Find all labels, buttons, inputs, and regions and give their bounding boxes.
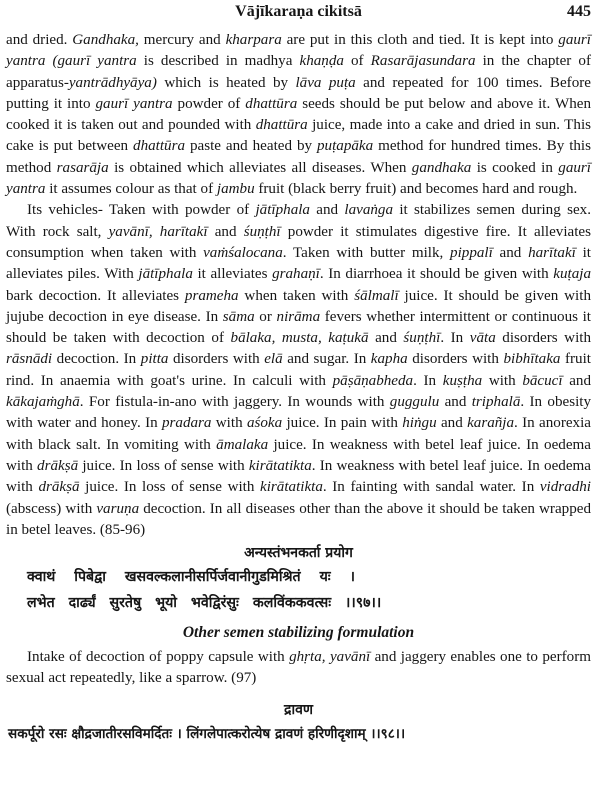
- italic-term: ghṛta, yavānī: [289, 649, 371, 666]
- italic-term: puṭapāka: [316, 138, 374, 155]
- italic-term: bācucī: [522, 372, 563, 389]
- italic-term: gaurī yantra: [95, 95, 173, 112]
- italic-term: āmalaka: [216, 436, 269, 453]
- italic-term: jambu: [216, 181, 255, 198]
- text-run: disorders with: [495, 330, 591, 347]
- italic-term: dhattūra: [133, 138, 186, 155]
- italic-term: gaurī yantra: [6, 159, 591, 198]
- text-run: . For fistula-in-ano with jaggery. In wounds with: [79, 394, 390, 411]
- text-run: in the chapter of apparatus-: [6, 53, 591, 91]
- italic-term: pippalī: [450, 244, 493, 261]
- italic-term: karañja: [467, 415, 515, 432]
- italic-term: khaṇḍa: [299, 53, 344, 70]
- text-run: is cooked in: [471, 159, 559, 176]
- text-run: method for hundred times. By this method: [6, 138, 591, 176]
- text-run: and sugar. In: [282, 351, 371, 368]
- text-run: or: [254, 308, 277, 325]
- italic-term: lāva puṭa: [295, 74, 356, 91]
- italic-term: pitta: [140, 351, 169, 368]
- italic-term: drākṣā: [37, 457, 79, 474]
- italic-term: drākṣā: [38, 479, 80, 496]
- text-run: juice. In loss of sense with: [78, 457, 249, 474]
- text-run: and dried.: [6, 32, 73, 48]
- text-run: decoction. In all diseases other than the above it should be taken wrapped in betel leaves. (85-96): [6, 500, 592, 538]
- sanskrit-verse-line: सकर्पूरो रसः क्षौद्रजातीरसविमर्दितः । लिंगलेपात्करोत्येष द्रावणं हरिणीदृशाम् ।।९८।।: [8, 725, 406, 742]
- text-run: and: [436, 415, 468, 432]
- text-run: fruit (black berry fruit) and becomes hard and rough.: [254, 181, 578, 198]
- sanskrit-verse-line: लभेत दार्ढ्यं सुरतेषु भूयो भवेद्विरंसुः कलविंककवत्सः ।।९७।।: [27, 595, 382, 612]
- italic-term: bālaka, musta, kaṭukā: [230, 330, 369, 347]
- text-run: . In: [440, 330, 470, 347]
- text-run: . In diarrhoea it should be given with: [319, 266, 554, 283]
- italic-term: dhattūra: [245, 95, 298, 112]
- paragraph-translation: [6, 647, 591, 690]
- italic-term: kākajaṁghā: [6, 394, 80, 411]
- text-run: it stabilizes semen during sex. With rock salt,: [6, 202, 591, 240]
- italic-term: vāta: [469, 330, 496, 347]
- text-run: Intake of decoction of poppy capsule with: [27, 649, 290, 666]
- text-run: and: [492, 244, 529, 261]
- paragraph-vehicles: [6, 200, 591, 541]
- italic-term: prameha: [184, 287, 239, 304]
- text-run: . In anorexia with black salt. In vomiting with: [6, 415, 591, 453]
- italic-term: yavānī, harītakī: [108, 223, 208, 240]
- text-run: disorders with: [407, 351, 504, 368]
- italic-term: triphalā: [471, 394, 521, 411]
- italic-term: kirātatikta: [248, 457, 312, 474]
- italic-term: kuṣṭha: [442, 372, 483, 389]
- italic-term: kapha: [370, 351, 408, 368]
- italic-term: śuṇṭhī: [403, 330, 441, 347]
- text-run: powder of: [172, 95, 246, 112]
- text-run: bark decoction. It alleviates: [6, 287, 185, 304]
- italic-term: guggulu: [389, 394, 440, 411]
- italic-term: sāma: [222, 308, 255, 325]
- italic-term: vidradhi: [539, 479, 591, 496]
- italic-term: gaurī yantra (gaurī yantra: [6, 32, 591, 70]
- italic-term: varuṇa: [96, 500, 140, 517]
- text-run: and: [368, 330, 404, 347]
- italic-term: kuṭaja: [553, 266, 591, 283]
- text-run: powder it stimulates digestive fire. It alleviates consumption when taken with: [6, 223, 592, 261]
- italic-term: rāsnādi: [6, 351, 53, 368]
- italic-term: vaṁśalocana: [203, 244, 283, 261]
- italic-term: nirāma: [276, 308, 321, 325]
- text-run: mercury and: [138, 32, 226, 48]
- text-run: . In: [413, 372, 443, 389]
- text-run: . In obesity with water and honey. In: [6, 394, 592, 432]
- text-run: it assumes colour as that of: [45, 181, 217, 198]
- text-run: of: [343, 53, 371, 70]
- text-run: Its vehicles- Taken with powder of: [27, 202, 256, 219]
- text-run: and repeated for 100 times. Before putting it into: [6, 74, 591, 112]
- italic-term: lavaṅga: [344, 202, 394, 219]
- italic-term: jātīphala: [138, 266, 193, 283]
- text-run: juice. It should be given with jujube decoction in eye disease. In: [6, 287, 591, 325]
- text-run: with: [211, 415, 247, 432]
- italic-term: elā: [264, 351, 283, 368]
- italic-term: rasarāja: [56, 159, 109, 176]
- text-run: disorders with: [168, 351, 265, 368]
- italic-term: śuṇṭhī: [243, 223, 281, 240]
- text-run: . In fainting with sandal water. In: [322, 479, 540, 496]
- italic-term: grahaṇī: [272, 266, 320, 283]
- text-run: decoction. In: [52, 351, 141, 368]
- text-run: juice, made into a cake and dried in sun. This cake is put between: [6, 117, 592, 155]
- text-run: is described in madhya: [136, 53, 300, 70]
- text-run: . Taken with butter milk,: [282, 244, 451, 261]
- text-run: it alleviates: [192, 266, 273, 283]
- running-title: Vājīkaraṇa cikitsā: [235, 3, 362, 20]
- italic-term: śālmalī: [354, 287, 399, 304]
- text-run: fruit rind. In anaemia with goat's urine. In calculi with: [6, 351, 591, 389]
- italic-term: aśoka: [246, 415, 283, 432]
- text-run: (abscess) with: [6, 500, 97, 517]
- section-gap: [6, 690, 591, 698]
- text-run: and: [309, 202, 345, 219]
- text-run: and: [207, 223, 244, 240]
- italic-term: yantrādhyāya): [68, 74, 157, 91]
- text-run: juice. In loss of sense with: [79, 479, 261, 496]
- text-run: paste and heated by: [185, 138, 317, 155]
- italic-term: jātīphala: [255, 202, 310, 219]
- italic-term: bibhītaka: [503, 351, 561, 368]
- text-run: are put in this cloth and tied. It is kept into: [281, 32, 559, 48]
- text-run: juice. In weakness with betel leaf juice. In oedema with: [6, 436, 591, 474]
- italic-term: pradara: [161, 415, 212, 432]
- italic-term: dhattūra: [255, 117, 308, 134]
- text-run: and: [439, 394, 472, 411]
- sanskrit-verse-line: क्वाथं पिबेद्वा खसवल्कलानीसर्पिर्जवानीगुडमिश्रितं यः ।: [27, 569, 355, 586]
- italic-term: pāṣāṇabheda: [332, 372, 414, 389]
- italic-term: kharpara: [225, 32, 282, 48]
- text-run: which is heated by: [156, 74, 296, 91]
- text-run: juice. In pain with: [282, 415, 403, 432]
- text-run: with: [482, 372, 523, 389]
- sanskrit-heading-stambhana: अन्यस्तंभनकर्ता प्रयोग: [244, 545, 353, 562]
- italic-term: gandhaka: [411, 159, 472, 176]
- text-run: seeds should be put below and above it. When cooked it is taken out and pounded with: [6, 95, 591, 134]
- text-run: and jaggery enables one to perform sexual act repeatedly, like a sparrow. (97): [6, 649, 591, 687]
- page-number: 445: [567, 3, 591, 20]
- italic-term: hiṅgu: [402, 415, 437, 432]
- translation-heading: Other semen stabilizing formulation: [182, 624, 415, 642]
- text-run: it alleviates piles. With: [6, 244, 591, 283]
- italic-term: Rasarājasundara: [370, 53, 476, 70]
- italic-term: kirātatikta: [260, 479, 323, 496]
- text-run: . In weakness with betel leaf juice. In oedema with: [6, 457, 591, 496]
- text-run: is obtained which alleviates all diseases. When: [108, 159, 412, 176]
- italic-term: harītakī: [528, 244, 576, 261]
- italic-term: Gandhaka,: [72, 32, 139, 48]
- paragraph-preparation: [6, 30, 591, 200]
- sanskrit-heading-dravana: द्रावण: [284, 701, 313, 718]
- text-run: and: [562, 372, 592, 389]
- text-run: fevers whether intermittent or continuous it should be taken with decoction of: [6, 308, 592, 347]
- text-run: when taken with: [238, 287, 355, 304]
- page-header: [6, 3, 591, 30]
